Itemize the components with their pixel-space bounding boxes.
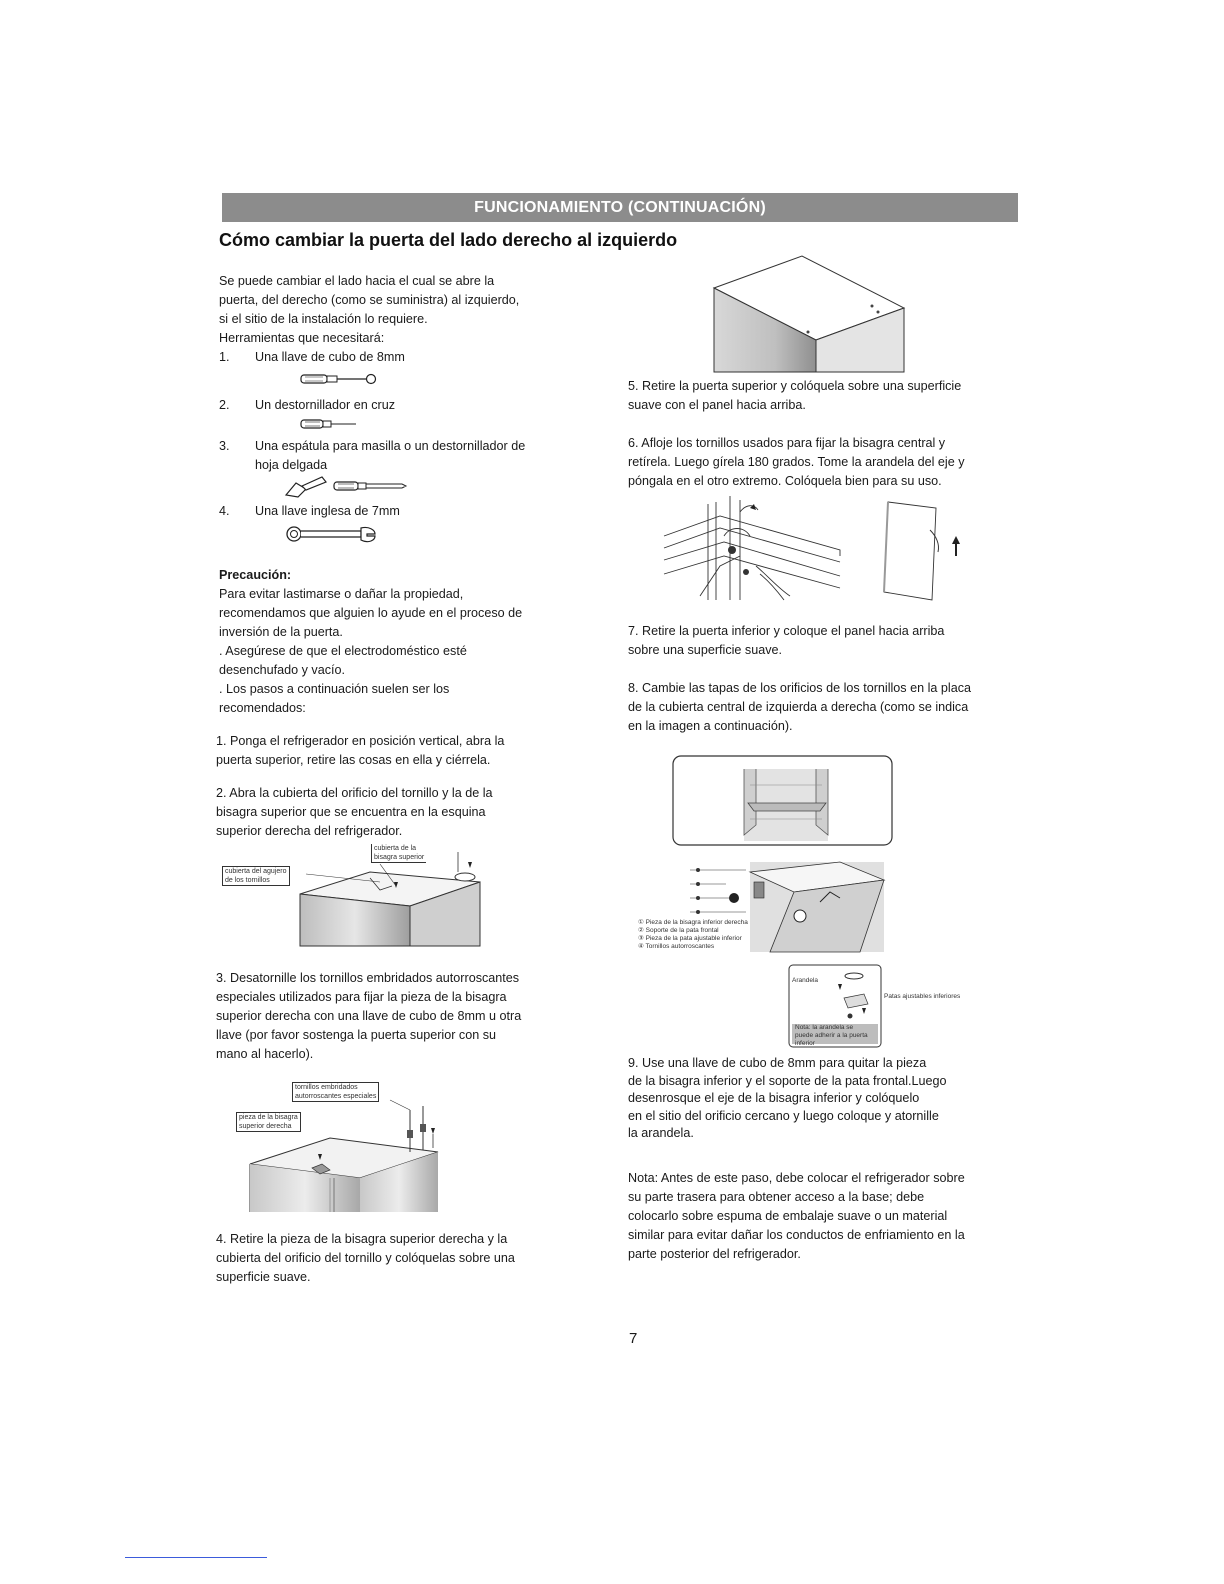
tool-number: 2.	[219, 398, 230, 412]
step-line: desenrosque el eje de la bisagra inferior y colóquelo	[628, 1091, 920, 1106]
tool-label: Una llave de cubo de 8mm	[255, 350, 405, 364]
step-line: 9. Use una llave de cubo de 8mm para quitar la pieza	[628, 1056, 927, 1070]
step-2	[216, 784, 493, 841]
note-line: similar para evitar dañar los conductos de enfriamiento en la	[628, 1228, 965, 1242]
step-line: en la imagen a continuación).	[628, 719, 793, 733]
tool-label: Una espátula para masilla o un destornillador de	[255, 439, 526, 453]
step-line: bisagra superior que se encuentra en la esquina	[216, 805, 486, 819]
legend-line: ② Soporte de la pata frontal	[638, 927, 719, 934]
intro-line: Herramientas que necesitará:	[219, 331, 385, 345]
label-line: bisagra superior	[374, 854, 425, 861]
tool-item-socket-wrench	[219, 348, 405, 367]
step-line: 2. Abra la cubierta del orificio del tornillo y la de la	[216, 786, 493, 800]
label-hinge-cover	[371, 844, 426, 863]
step-line: 7. Retire la puerta inferior y coloque el panel hacia arriba	[628, 624, 945, 638]
step-line: 6. Afloje los tornillos usados para fijar la bisagra central y	[628, 436, 946, 450]
caution-line: desenchufado y vacío.	[219, 663, 346, 677]
step-line: especiales utilizados para fijar la pieza de la bisagra	[216, 990, 507, 1004]
caution-line: recomendados:	[219, 701, 306, 715]
tool-number: 3.	[219, 439, 230, 453]
step-5-door-figure	[712, 256, 912, 372]
step-1	[216, 732, 504, 770]
step-line: 5. Retire la puerta superior y colóquela sobre una superficie	[628, 379, 962, 393]
caution-section	[219, 566, 522, 718]
page-title: Cómo cambiar la puerta del lado derecho al izquierdo	[219, 230, 678, 250]
label-line: inferior	[795, 1040, 815, 1047]
step-line: 8. Cambie las tapas de los orificios de los tornillos en la placa	[628, 681, 972, 695]
putty-knife-icon	[284, 475, 409, 499]
step-6	[628, 434, 965, 491]
step-line: sobre una superficie suave.	[628, 643, 783, 657]
label-screw-hole-cover	[222, 866, 290, 886]
tool-label: hoja delgada	[255, 458, 328, 472]
caution-line: recomendamos que alguien lo ayude en el proceso de	[219, 606, 523, 620]
step-line: póngala en el otro extremo. Colóquela bien para su uso.	[628, 474, 942, 488]
step-3	[216, 969, 521, 1064]
tool-number: 1.	[219, 350, 230, 364]
step-8-legend	[638, 919, 748, 951]
caution-line: inversión de la puerta.	[219, 625, 343, 639]
tool-item-putty-knife	[219, 437, 525, 475]
label-washer: Arandela	[792, 977, 819, 984]
intro-line: puerta, del derecho (como se suministra) al izquierdo,	[219, 293, 520, 307]
step-line: en el sitio del orificio cercano y luego coloque y atornille	[628, 1108, 939, 1123]
label-line: tornillos embridados	[295, 1084, 358, 1091]
legend-line: ④ Tornillos autorroscantes	[638, 943, 715, 950]
wrench-icon	[285, 526, 377, 544]
base-access-note	[628, 1169, 965, 1264]
step-line: de la cubierta central de izquierda a derecha (como se indica	[628, 700, 969, 714]
step-line: mano al hacerlo).	[216, 1047, 314, 1061]
footer-rule	[125, 1557, 267, 1558]
intro-line: si el sitio de la instalación lo requiere.	[219, 312, 428, 326]
step-line: superior derecha con una llave de cubo de 8mm u otra	[216, 1009, 522, 1023]
label-line: cubierta del agujero	[225, 868, 287, 875]
legend-line: ① Pieza de la bisagra inferior derecha	[638, 919, 748, 926]
section-header-bar: FUNCIONAMIENTO (CONTINUACIÓN)	[222, 193, 1018, 222]
caution-line: . Asegúrese de que el electrodoméstico esté	[219, 644, 467, 658]
step-line: superior derecha del refrigerador.	[216, 824, 403, 838]
step-line: la arandela.	[628, 1126, 694, 1141]
tool-item-screwdriver	[219, 396, 395, 415]
tool-item-wrench	[219, 502, 400, 521]
label-adjustable-feet: Patas ajustables inferiores	[884, 993, 961, 1000]
tool-number: 4.	[219, 504, 230, 518]
step-line: cubierta del orificio del tornillo y colóquelas sobre una	[216, 1251, 515, 1265]
tool-label: Un destornillador en cruz	[255, 398, 396, 412]
screwdriver-icon	[300, 418, 360, 430]
label-line: superior derecha	[239, 1123, 292, 1130]
label-line: cubierta de la	[374, 845, 417, 852]
step-line: retírela. Luego gírela 180 grados. Tome la arandela del eje y	[628, 455, 965, 469]
step-line: 1. Ponga el refrigerador en posición vertical, abra la	[216, 734, 505, 748]
tool-label: Una llave inglesa de 7mm	[255, 504, 400, 518]
intro-paragraph	[219, 272, 519, 348]
step-5	[628, 377, 961, 415]
intro-line: Se puede cambiar el lado hacia el cual se abre la	[219, 274, 495, 288]
caution-line: . Los pasos a continuación suelen ser los	[219, 682, 450, 696]
socket-wrench-icon	[300, 372, 380, 386]
label-upper-hinge-piece	[236, 1112, 301, 1132]
label-washer-note	[795, 1024, 868, 1048]
step-4	[216, 1230, 515, 1287]
note-line: Nota: Antes de este paso, debe colocar el refrigerador sobre	[628, 1171, 965, 1185]
step-line: puerta superior, retire las cosas en ella y ciérrela.	[216, 753, 491, 767]
caution-line: Para evitar lastimarse o dañar la propiedad,	[219, 587, 464, 601]
step-line: 3. Desatornille los tornillos embridados autorroscantes	[216, 971, 520, 985]
step-9	[628, 1055, 947, 1143]
step-6-middle-hinge-figure	[660, 496, 970, 606]
step-2-fridge-top-figure	[220, 842, 490, 946]
step-line: suave con el panel hacia arriba.	[628, 398, 806, 412]
label-line: autorroscantes especiales	[295, 1093, 377, 1100]
caution-title: Precaución:	[219, 568, 292, 582]
step-line: superficie suave.	[216, 1270, 311, 1284]
step-7	[628, 622, 944, 660]
label-line: Nota: la arandela se	[795, 1024, 854, 1031]
label-line: puede adherir a la puerta	[795, 1032, 868, 1039]
step-line: 4. Retire la pieza de la bisagra superior derecha y la	[216, 1232, 508, 1246]
legend-line: ③ Pieza de la pata ajustable inferior	[638, 935, 742, 942]
note-line: su parte trasera para obtener acceso a la base; debe	[628, 1190, 925, 1204]
step-line: llave (por favor sostenga la puerta superior con su	[216, 1028, 497, 1042]
note-line: parte posterior del refrigerador.	[628, 1247, 801, 1261]
note-line: colocarlo sobre espuma de embalaje suave o un material	[628, 1209, 948, 1223]
label-line: de los tornillos	[225, 877, 270, 884]
step-8	[628, 679, 971, 736]
step-8-fridge-interior-figure	[672, 755, 894, 847]
label-flange-screws	[292, 1082, 379, 1102]
step-line: de la bisagra inferior y el soporte de la pata frontal.Luego	[628, 1073, 947, 1088]
page-number: 7	[629, 1330, 638, 1347]
label-line: pieza de la bisagra	[239, 1114, 298, 1121]
